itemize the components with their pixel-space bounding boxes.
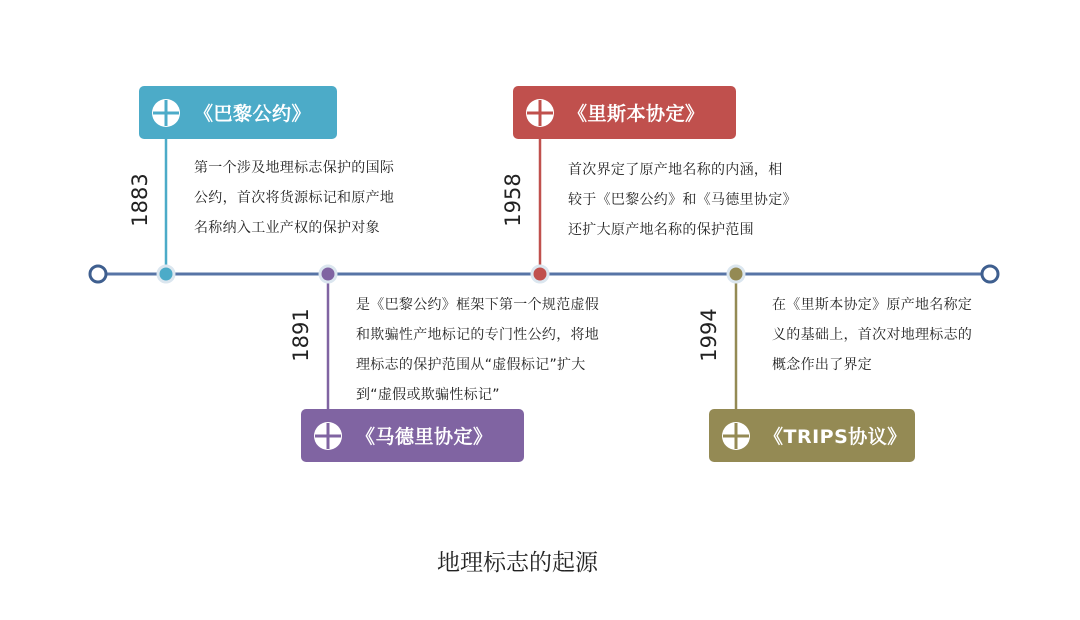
event-year: 1994 [697,308,721,362]
event-title: 《巴黎公约》 [194,103,312,125]
event-box-1958 [513,86,736,139]
event-dot-1891 [320,266,336,282]
event-box-1891 [301,409,524,462]
event-year: 1883 [128,173,152,227]
event-title: 《马德里协定》 [356,426,493,448]
crosshair-icon [314,422,342,450]
event-dot-1958 [532,266,548,282]
axis-end-circle [982,266,998,282]
event-year: 1891 [289,308,313,362]
crosshair-icon [152,99,180,127]
diagram-caption: 地理标志的起源 [437,550,598,576]
event-dot-1994 [728,266,744,282]
event-title: 《TRIPS协议》 [764,426,907,448]
event-year: 1958 [501,173,525,227]
event-box-1994 [709,409,915,462]
event-description: 在《里斯本协定》原产地名称定 义的基础上，首次对地理标志的 概念作出了界定 [772,297,973,373]
crosshair-icon [722,422,750,450]
event-dot-1883 [158,266,174,282]
event-description: 是《巴黎公约》框架下第一个规范虚假 和欺骗性产地标记的专门性公约，将地 理标志的保护范围从“虚假标记”扩大 到“虚假或欺骗性标记” [356,297,600,403]
axis-start-circle [90,266,106,282]
crosshair-icon [526,99,554,127]
event-box-1883 [139,86,337,139]
event-description: 第一个涉及地理标志保护的国际 公约，首次将货源标记和原产地 名称纳入工业产权的保护对象 [194,160,395,236]
event-title: 《里斯本协定》 [568,103,705,125]
event-description: 首次界定了原产地名称的内涵，相 较于《巴黎公约》和《马德里协定》 还扩大原产地名称的保护范围 [568,162,797,238]
